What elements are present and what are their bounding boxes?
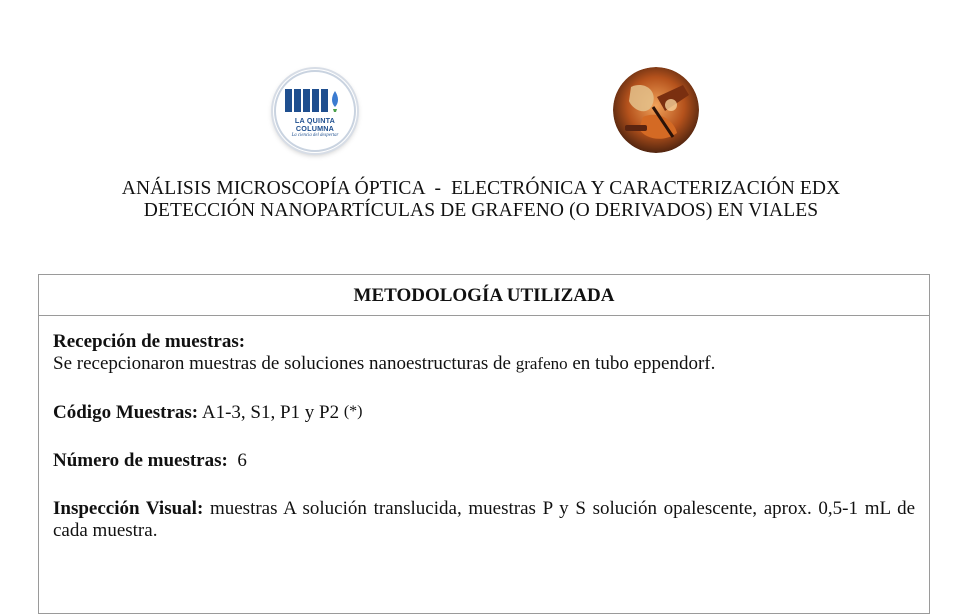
columns-icon (273, 69, 357, 153)
inspection-text: muestras A solución translucida, muestras P y S solución opalescente, aprox. 0,5-1 mL de cada muestra. (53, 498, 915, 541)
reception-label: Recepción de muestras: (53, 331, 246, 352)
microscope-photo-logo (613, 67, 699, 153)
codes-line (53, 401, 915, 424)
reception-text: Se recepcionaron muestras de soluciones nanoestructuras de grafeno en tubo eppendorf. (53, 353, 716, 374)
codes-value: A1-3, S1, P1 y P2 (198, 402, 344, 423)
section-header: METODOLOGÍA UTILIZADA (39, 275, 929, 316)
title-line-2: DETECCIÓN NANOPARTÍCULAS DE GRAFENO (O DERIVADOS) EN VIALES (143, 200, 819, 221)
count-line (53, 450, 915, 472)
document-title (0, 178, 962, 222)
inspection-label: Inspección Visual: (53, 498, 204, 519)
inspection-line (53, 498, 915, 542)
la-quinta-columna-logo (273, 69, 357, 153)
title-line-1: ANÁLISIS MICROSCOPÍA ÓPTICA - ELECTRÓNICA Y CARACTERIZACIÓN EDX (121, 178, 841, 199)
count-label: Número de muestras: (53, 450, 228, 471)
microscope-photo-icon (613, 67, 699, 153)
section-content (39, 316, 929, 542)
codes-label: Código Muestras: (53, 402, 199, 423)
codes-note: (*) (343, 403, 363, 420)
methodology-section (38, 274, 930, 614)
count-value: 6 (227, 450, 247, 471)
logo-tagline: La ciencia del despertar (291, 133, 339, 138)
logo-wordmark: LA QUINTA COLUMNA (294, 116, 336, 133)
